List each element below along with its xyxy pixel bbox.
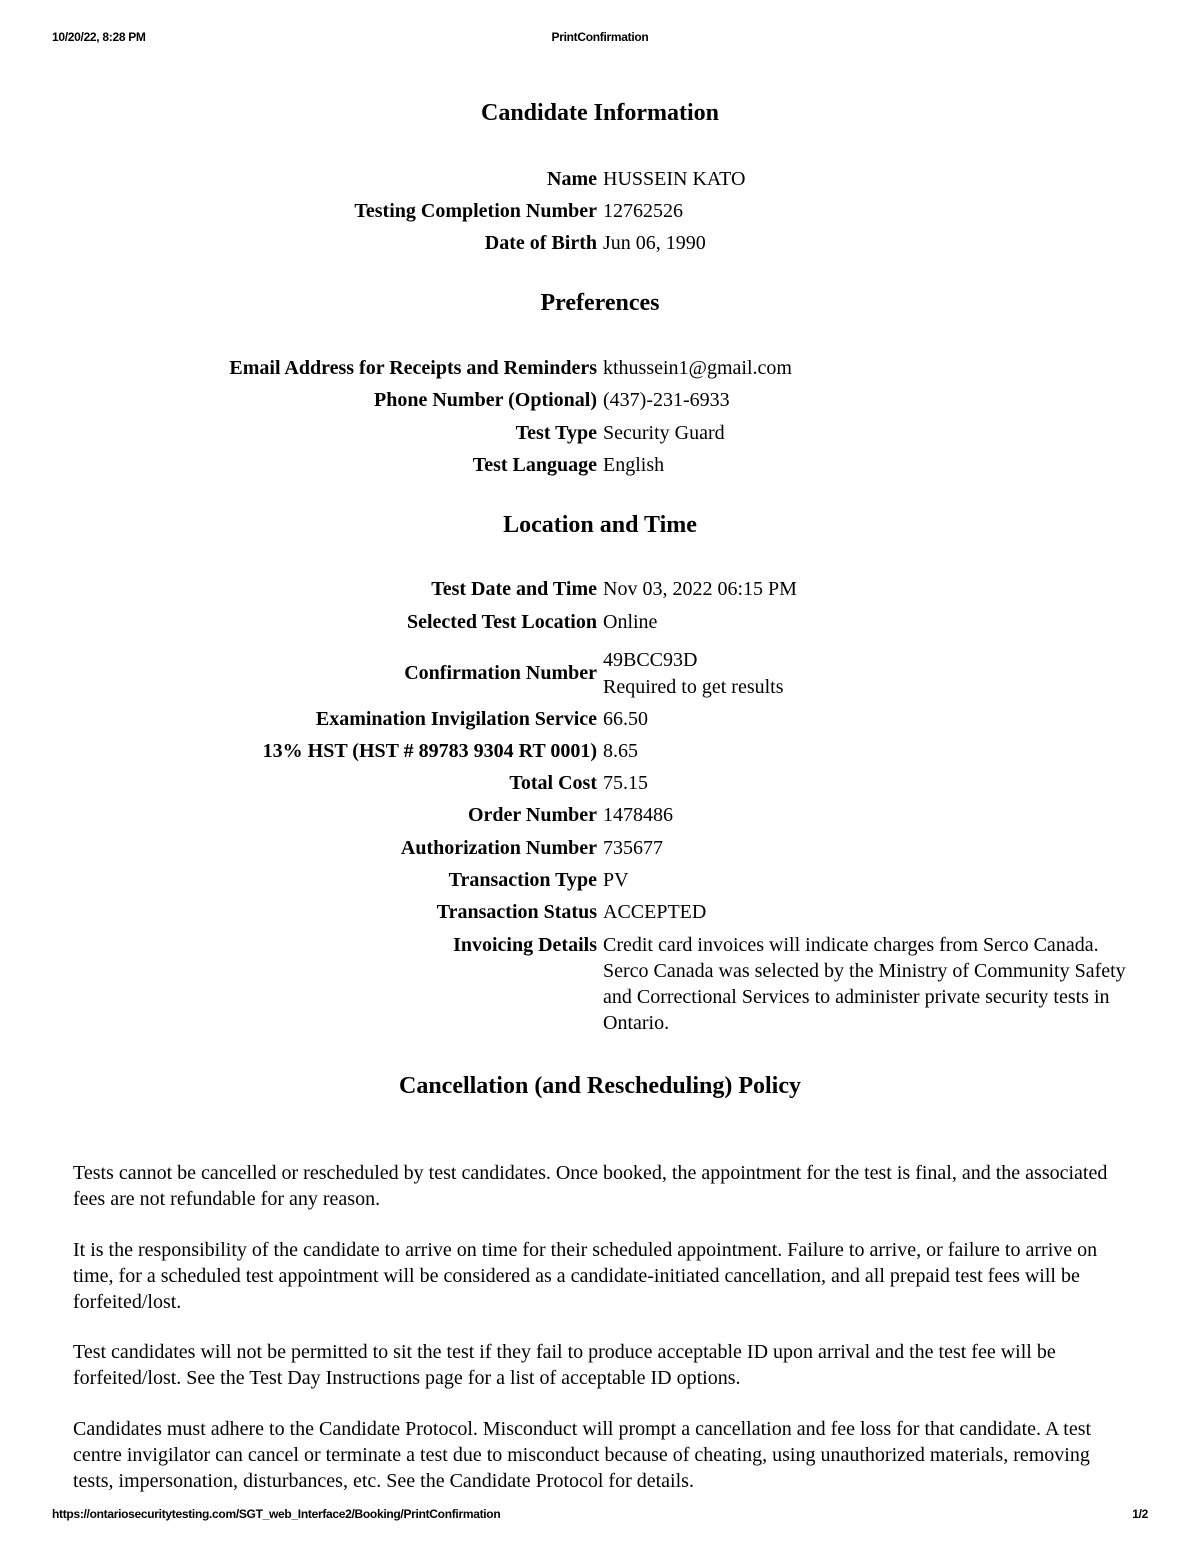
- field-label: Phone Number (Optional): [374, 389, 597, 411]
- field-value: Nov 03, 2022 06:15 PM: [603, 578, 797, 600]
- field-value: English: [603, 454, 665, 476]
- page-number: 1/2: [1132, 1507, 1148, 1521]
- print-header: [52, 30, 1148, 48]
- field-value: kthussein1@gmail.com: [603, 357, 792, 379]
- location-heading: Location and Time: [503, 512, 697, 538]
- field-value: HUSSEIN KATO: [603, 168, 746, 190]
- field-label: Examination Invigilation Service: [315, 708, 597, 730]
- confirmation-number: 49BCC93D: [603, 649, 698, 671]
- policy-paragraph: It is the responsibility of the candidate to arrive on time for their scheduled appointment. Failure to arrive, or failure to arrive on time, for a scheduled test appointment will be considered as a candidate-initiated cancellation, and all prepaid test fees will be forfeited/lost.: [73, 1239, 1098, 1313]
- field-value: Jun 06, 1990: [603, 232, 706, 254]
- field-label: Transaction Type: [448, 869, 597, 891]
- field-label: Test Type: [515, 422, 597, 444]
- field-value: (437)-231-6933: [603, 389, 730, 411]
- field-label: Selected Test Location: [407, 611, 597, 633]
- field-label: Confirmation Number: [404, 662, 597, 684]
- field-label: Test Date and Time: [431, 578, 597, 600]
- confirmation-note: Required to get results: [603, 676, 784, 698]
- policy-paragraph: Candidates must adhere to the Candidate Protocol. Misconduct will prompt a cancellation and fee loss for that candidate. A test centre invigilator can cancel or terminate a test due to misconduct because of cheating, using unauthorized materials, removing tests, impersonation, disturbances, etc. See the Candidate Protocol for details.: [73, 1418, 1092, 1492]
- field-label: Test Language: [472, 454, 597, 476]
- field-value: 1478486: [603, 804, 673, 826]
- print-datetime: 10/20/22, 8:28 PM: [52, 30, 146, 44]
- policy-heading: Cancellation (and Rescheduling) Policy: [398, 1073, 801, 1099]
- field-label: Invoicing Details: [453, 934, 597, 956]
- field-value: 735677: [603, 837, 663, 859]
- policy-paragraph: Tests cannot be cancelled or rescheduled by test candidates. Once booked, the appointment for the test is final, and the associated fees are not refundable for any reason.: [73, 1162, 1108, 1210]
- field-value: 12762526: [603, 200, 683, 222]
- print-footer: [52, 1507, 1148, 1525]
- invoicing-details: Credit card invoices will indicate charges from Serco Canada. Serco Canada was selected by the Ministry of Community Safety and Correctional Services to administer private security tests in Ontario.: [603, 934, 1126, 1034]
- field-label: 13% HST (HST # 89783 9304 RT 0001): [262, 740, 597, 762]
- page-url: https://ontariosecuritytesting.com/SGT_web_Interface2/Booking/PrintConfirmation: [52, 1507, 501, 1521]
- field-value: 66.50: [603, 708, 648, 730]
- candidate-heading: Candidate Information: [480, 100, 720, 126]
- preferences-heading: Preferences: [540, 290, 660, 316]
- field-value: Online: [603, 611, 658, 633]
- field-value: Security Guard: [603, 422, 725, 444]
- field-label: Testing Completion Number: [354, 200, 597, 222]
- field-value: ACCEPTED: [603, 901, 707, 923]
- field-value: 8.65: [603, 740, 638, 762]
- field-label: Date of Birth: [484, 232, 597, 254]
- field-label: Total Cost: [509, 772, 597, 794]
- print-page-title: PrintConfirmation: [551, 30, 649, 44]
- field-label: Name: [547, 168, 597, 190]
- field-label: Email Address for Receipts and Reminders: [229, 357, 597, 379]
- field-label: Authorization Number: [400, 837, 597, 859]
- field-label: Order Number: [467, 804, 597, 826]
- field-label: Transaction Status: [436, 901, 597, 923]
- policy-paragraph: Test candidates will not be permitted to sit the test if they fail to produce acceptable ID upon arrival and the test fee will be forfeited/lost. See the Test Day Instructions page for a list of acceptable ID options.: [73, 1341, 1056, 1389]
- field-value: PV: [603, 869, 629, 891]
- field-value: 75.15: [603, 772, 648, 794]
